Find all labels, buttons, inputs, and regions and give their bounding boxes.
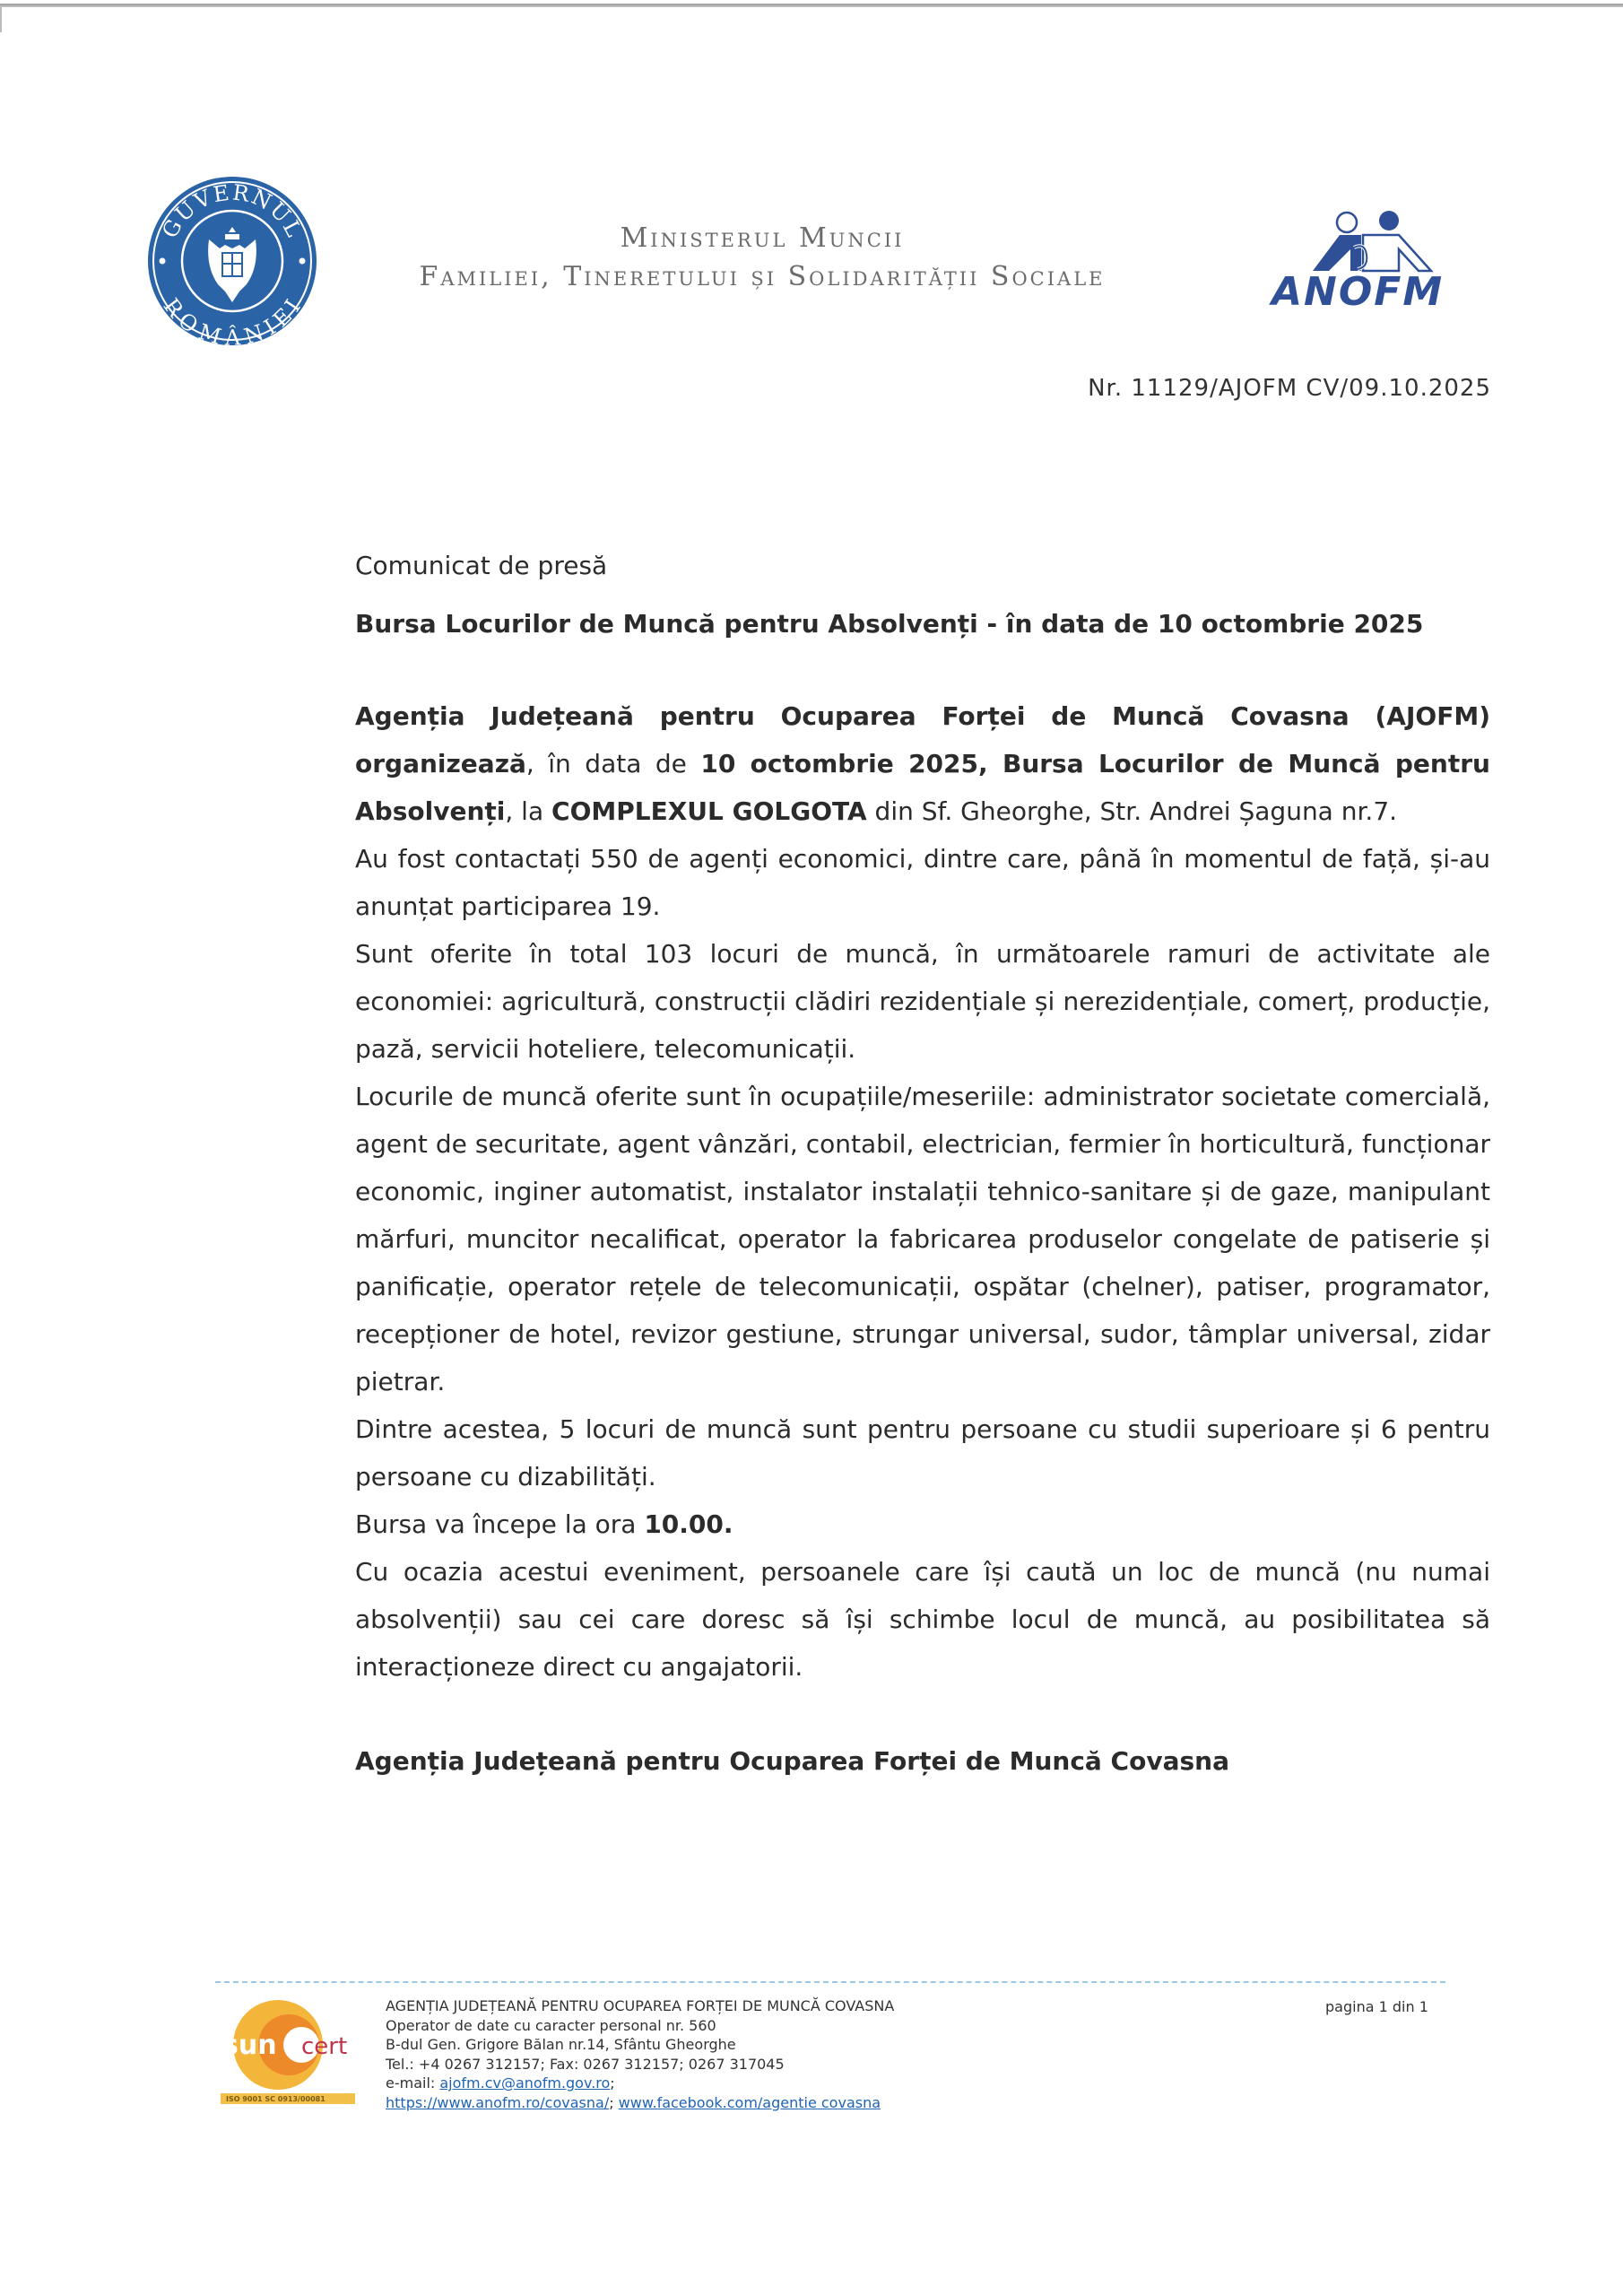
text-fragment: , la xyxy=(505,796,552,826)
footer-operator: Operator de date cu caracter personal nr. 560 xyxy=(386,2016,716,2034)
start-time-text: Bursa va începe la ora xyxy=(355,1509,645,1539)
venue-bold: COMPLEXUL GOLGOTA xyxy=(551,796,867,826)
footer-divider xyxy=(215,1981,1445,1983)
paragraph-special-jobs: Dintre acestea, 5 locuri de muncă sunt pentru persoane cu studii superioare și 6 pentru persoane cu dizabilități. xyxy=(355,1414,1490,1492)
paragraph-start-time xyxy=(355,1500,1490,1548)
ministry-line-2: Familiei, Tineretului și Solidarității Sociale xyxy=(419,261,1106,292)
suncert-cert-text: cert xyxy=(301,2033,348,2060)
seal-bottom-text: ROMÂNIEI xyxy=(158,293,307,347)
start-time-bold: 10.00. xyxy=(644,1509,733,1539)
footer-links-row xyxy=(386,2093,894,2113)
government-seal-icon xyxy=(146,175,318,347)
separator: ; xyxy=(609,2093,614,2111)
footer-phone: Tel.: +4 0267 312157; Fax: 0267 312157; 0267 317045 xyxy=(386,2055,785,2073)
facebook-link[interactable]: www.facebook.com/agentie covasna xyxy=(618,2093,881,2111)
suncert-iso-text: ISO 9001 SC 0913/00081 xyxy=(226,2095,325,2103)
email-link[interactable]: ajofm.cv@anofm.gov.ro xyxy=(439,2074,611,2092)
press-release-title: Bursa Locurilor de Muncă pentru Absolvenți - în data de 10 octombrie 2025 xyxy=(355,609,1424,639)
text-fragment: , în data de xyxy=(525,749,701,778)
agency-name-bold: Agenția Județeană pentru Ocuparea Forței de Muncă Covasna (AJOFM) organizează xyxy=(355,701,1490,778)
document-body xyxy=(355,542,1490,1810)
press-release-text xyxy=(355,692,1490,1691)
email-label: e-mail: xyxy=(386,2074,440,2092)
seal-top-text: GUVERNUL xyxy=(157,179,308,243)
scan-edge-mark xyxy=(0,5,2,32)
ministry-line-1: Ministerul Muncii xyxy=(620,222,905,254)
website-link[interactable]: https://www.anofm.ro/covasna/ xyxy=(386,2093,610,2111)
footer-contact xyxy=(386,1996,894,2112)
footer-address: B-dul Gen. Grigore Bălan nr.14, Sfântu Gheorghe xyxy=(386,2036,736,2053)
signature: Agenția Județeană pentru Ocuparea Forței de Muncă Covasna xyxy=(355,1746,1229,1776)
scan-edge xyxy=(0,4,1623,7)
event-date-bold: 10 octombrie 2025, Bursa Locurilor de Muncă pentru Absolvenți xyxy=(355,749,1490,826)
reference-number: Nr. 11129/AJOFM CV/09.10.2025 xyxy=(1088,375,1491,402)
footer-email-row xyxy=(386,2074,894,2093)
separator: ; xyxy=(610,2074,615,2092)
venue-address: din Sf. Gheorghe, Str. Andrei Șaguna nr.7. xyxy=(866,796,1398,826)
suncert-sun-text: sun xyxy=(222,2030,277,2061)
paragraph-announcement xyxy=(355,692,1490,835)
ministry-name xyxy=(359,222,1166,292)
footer-agency-name: AGENȚIA JUDEȚEANĂ PENTRU OCUPAREA FORȚEI DE MUNCĂ COVASNA xyxy=(386,1997,895,2014)
suncert-logo-icon xyxy=(213,2000,366,2106)
page-indicator: pagina 1 din 1 xyxy=(1325,1998,1428,2015)
press-release-label: Comunicat de presă xyxy=(355,551,608,580)
anofm-logo-text: ANOFM xyxy=(1271,269,1445,315)
paragraph-opportunity: Cu ocazia acestui eveniment, persoanele care își caută un loc de muncă (nu numai absolvenții) sau cei care doresc să își schimbe locul de muncă, au posibilitatea să interacționeze direct cu angajatorii. xyxy=(355,1557,1490,1682)
paragraph-occupations: Locurile de muncă oferite sunt în ocupațiile/meseriile: administrator societate comercială, agent de securitate, agent vânzări, contabil, electrician, fermier în horticultură, funcționar economic, inginer automatist, instalator instalații tehnico-sanitare și de gaze, manipulant mărfuri, muncitor necalificat, operator la fabricarea produselor congelate de patiserie și panificație, operator rețele de telecomunicații, ospătar (chelner), patiser, programator, recepționer de hotel, revizor gestiune, strungar universal, sudor, tâmplar universal, zidar pietrar. xyxy=(355,1082,1490,1396)
paragraph-jobs-sectors: Sunt oferite în total 103 locuri de muncă, în următoarele ramuri de activitate ale economiei: agricultură, construcții clădiri rezidențiale și nerezidențiale, comerț, producție, pază, servicii hoteliere, telecomunicații. xyxy=(355,939,1490,1064)
paragraph-contacted-agents: Au fost contactați 550 de agenți economici, dintre care, până în momentul de față, și-au anunțat participarea 19. xyxy=(355,844,1490,921)
